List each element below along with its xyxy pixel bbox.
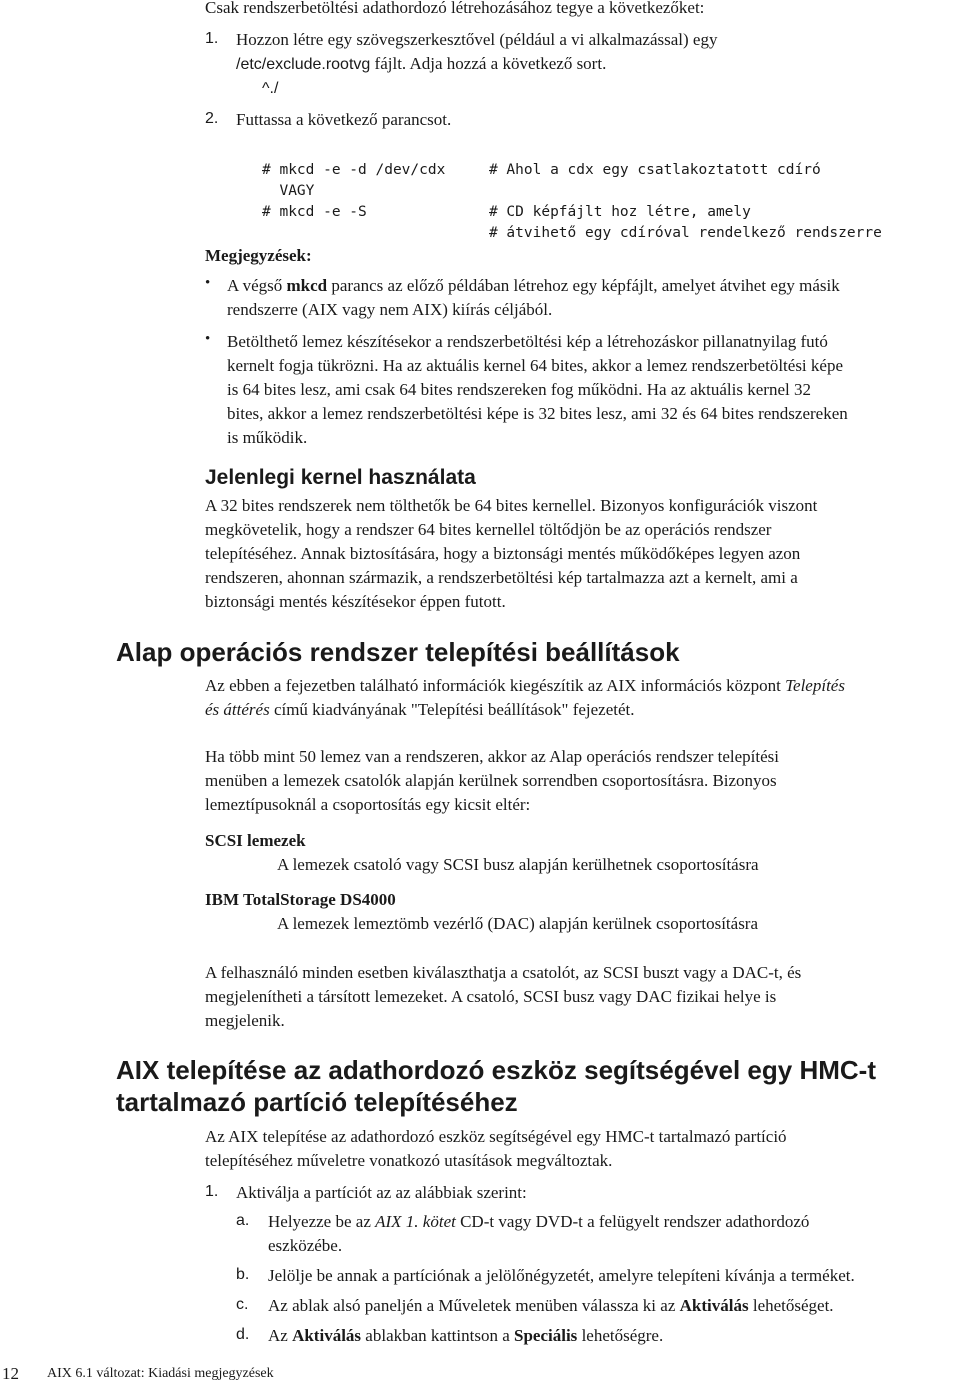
file-path: /etc/exclude.rootvg <box>236 56 371 73</box>
substep-a: Helyezze be az AIX 1. kötet CD-t vagy DVD-t a felügyelt rendszer adathordozó eszközébe. <box>268 1212 810 1255</box>
chapter-title: Alap operációs rendszer telepítési beállítások <box>116 637 680 667</box>
section-title: Jelenlegi kernel használata <box>205 466 476 489</box>
step-number: 1. <box>205 1183 219 1200</box>
substep-c: Az ablak alsó paneljén a Műveletek menüben válassza ki az Aktiválás lehetőséget. <box>268 1296 834 1315</box>
base-paragraph-2: Ha több mint 50 lemez van a rendszeren, akkor az Alap operációs rendszer telepítési menüben a lemezek csatolók alapján kerülnek sorrendben csoportosításra. Bizonyos lemeztípusoknál a csoportosítás egy kicsit eltér: <box>205 747 779 814</box>
code-snippet: ^./ <box>262 80 279 97</box>
intro-lead: Csak rendszerbetöltési adathordozó létrehozásához tegye a következőket: <box>205 0 705 17</box>
substep-label: b. <box>236 1266 250 1283</box>
step-1-text: Hozzon létre egy szövegszerkesztővel (például a vi alkalmazással) egy /etc/exclude.rootvg fájlt. Adja hozzá a következő sort. <box>236 30 718 73</box>
definition-term: IBM TotalStorage DS4000 <box>205 890 396 909</box>
step-number: 1. <box>205 30 219 47</box>
substep-label: c. <box>236 1296 249 1313</box>
chapter-title: AIX telepítése az adathordozó eszköz segítségével egy HMC-t tartalmazó partíció telepítéséhez <box>116 1055 876 1117</box>
hmc-paragraph: Az AIX telepítése az adathordozó eszköz segítségével egy HMC-t tartalmazó partíció telepítéséhez műveletre vonatkozó utasítások megváltoztak. <box>205 1127 787 1170</box>
bullet-icon: • <box>205 331 211 347</box>
code-line: # átvihető egy cdíróval rendelkező rendszerre <box>262 225 882 241</box>
command-name: mkcd <box>286 276 328 295</box>
definition-desc: A lemezek csatoló vagy SCSI busz alapján kerülhetnek csoportosításra <box>277 855 759 874</box>
code-block <box>262 139 882 265</box>
note-1: A végső mkcd parancs az előző példában létrehoz egy képfájlt, amelyet átvihet egy másik rendszerre (AIX vagy nem AIX) kiírás céljából. <box>227 276 840 319</box>
code-line: # mkcd -e -S # CD képfájlt hoz létre, amely <box>262 204 751 220</box>
substep-d: Az Aktiválás ablakban kattintson a Speciális lehetőségre. <box>268 1326 664 1345</box>
footer-title: AIX 6.1 változat: Kiadási megjegyzések <box>47 1366 274 1381</box>
code-line: VAGY <box>262 183 315 199</box>
hmc-step-1: Aktiválja a partíciót az az alábbiak szerint: <box>236 1183 527 1202</box>
base-paragraph-1: Az ebben a fejezetben található információk kiegészítik az AIX információs központ Telepítés és áttérés című kiadványának "Telepítési beállítások" fejezetét. <box>205 676 845 719</box>
definition-desc: A lemezek lemeztömb vezérlő (DAC) alapján kerülnek csoportosításra <box>277 914 759 933</box>
bullet-icon: • <box>205 275 211 291</box>
code-line: # mkcd -e -d /dev/cdx # Ahol a cdx egy csatlakoztatott cdíró <box>262 162 821 178</box>
kernel-paragraph: A 32 bites rendszerek nem tölthetők be 64 bites kernellel. Bizonyos konfigurációk viszont megkövetelik, hogy a rendszer 64 bites kernellel töltődjön be az operációs rendszer telepítéséhez. Annak biztosítására, hogy a biztonsági mentés működőképes legyen azon rendszeren, ahonnan származik, a rendszerbetöltési kép tartalmazza azt a kernelt, ami a biztonsági mentés készítésekor éppen futott. <box>205 496 818 611</box>
note-2: Betölthető lemez készítésekor a rendszerbetöltési kép a létrehozáskor pillanatnyilag futó kernelt fogja tükrözni. Ha az aktuális kernel 64 bites, akkor a lemez rendszerbetöltési képe is 64 bites lesz, ami csak 64 bites rendszereken fog működni. Ha az aktuális kernel 32 bites, akkor a lemez rendszerbetöltési képe is 32 bites lesz, ami 32 és 64 bites rendszereken is működik. <box>227 332 848 447</box>
base-paragraph-3: A felhasználó minden esetben kiválaszthatja a csatolót, az SCSI buszt vagy a DAC-t, és megjelenítheti a társított lemezeket. A csatoló, SCSI busz vagy DAC fizikai helye is megjelenik. <box>205 963 802 1030</box>
page-number: 12 <box>2 1364 19 1383</box>
step-number: 2. <box>205 110 219 127</box>
definition-term: SCSI lemezek <box>205 831 306 850</box>
substep-b: Jelölje be annak a partíciónak a jelölőnégyzetét, amelyre telepíteni kívánja a terméket. <box>268 1266 855 1285</box>
substep-label: d. <box>236 1326 250 1343</box>
step-2-text: Futtassa a következő parancsot. <box>236 110 452 129</box>
notes-heading: Megjegyzések: <box>205 246 312 265</box>
substep-label: a. <box>236 1212 250 1229</box>
